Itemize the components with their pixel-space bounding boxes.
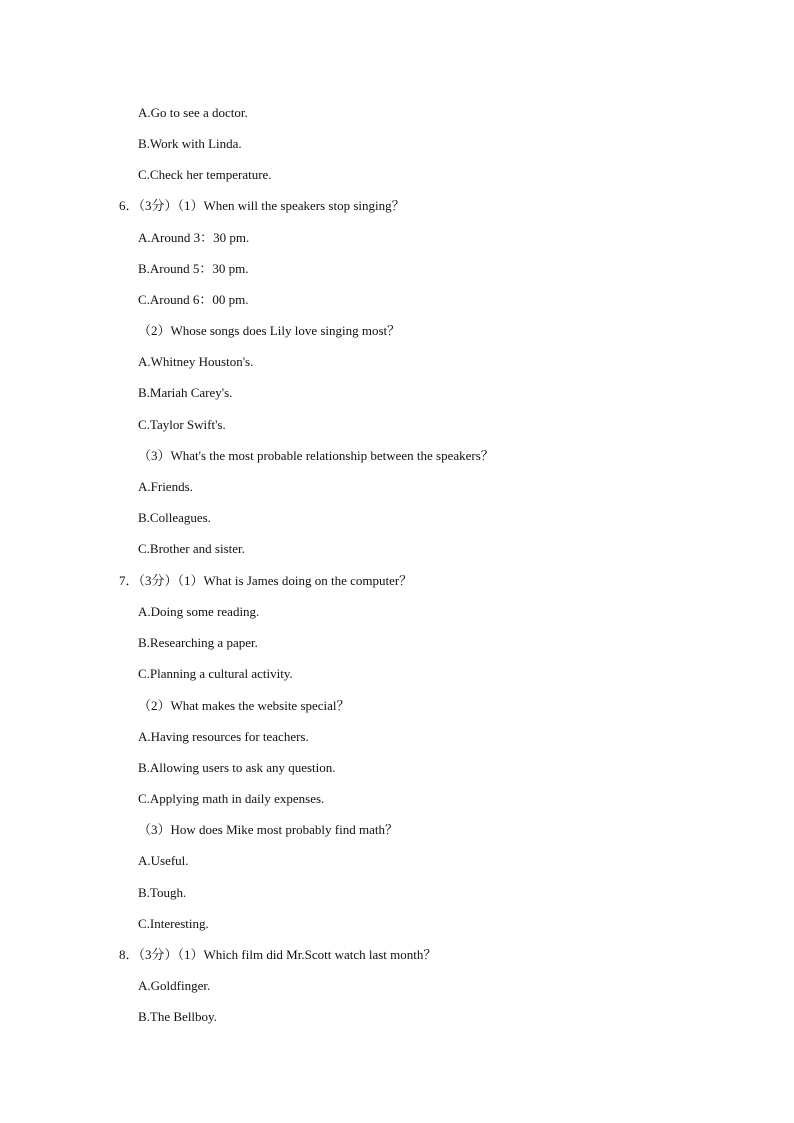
q6-p1-option-a: A.Around 3：30 pm. [138,230,250,245]
q8-p1-option-b: B.The Bellboy. [138,1009,217,1024]
q7-p2-option-a: A.Having resources for teachers. [138,729,309,744]
q7-p2-option-b: B.Allowing users to ask any question. [138,760,336,775]
q6-p2-option-a: A.Whitney Houston's. [138,354,254,369]
q6-p2-prompt: （2）Whose songs does Lily love singing most？ [138,323,401,338]
q6-p3-option-b: B.Colleagues. [138,510,211,525]
q7-p3-option-a: A.Useful. [138,853,189,868]
q7-p2-option-c: C.Applying math in daily expenses. [138,791,325,806]
q8-p1-option-a: A.Goldfinger. [138,978,211,993]
q5-option-a: A.Go to see a doctor. [138,105,248,120]
q5-option-b: B.Work with Linda. [138,136,242,151]
q6-p1-option-c: C.Around 6：00 pm. [138,292,249,307]
q6-header: 6．（3分）（1）When will the speakers stop singing？ [119,198,405,213]
q6-p3-option-c: C.Brother and sister. [138,541,245,556]
q7-p2-prompt: （2）What makes the website special？ [138,698,350,713]
q5-option-c: C.Check her temperature. [138,167,272,182]
q8-header: 8．（3分）（1）Which film did Mr.Scott watch last month？ [119,947,437,962]
q6-p3-option-a: A.Friends. [138,479,193,494]
q6-p3-prompt: （3）What's the most probable relationship between the speakers？ [138,448,494,463]
q7-p3-prompt: （3）How does Mike most probably find math？ [138,822,398,837]
q6-p1-option-b: B.Around 5：30 pm. [138,261,249,276]
q7-p1-option-c: C.Planning a cultural activity. [138,666,293,681]
q7-p3-option-b: B.Tough. [138,885,187,900]
q7-p1-option-b: B.Researching a paper. [138,635,258,650]
q7-header: 7．（3分）（1）What is James doing on the computer？ [119,573,413,588]
q7-p3-option-c: C.Interesting. [138,916,209,931]
q7-p1-option-a: A.Doing some reading. [138,604,260,619]
q6-p2-option-c: C.Taylor Swift's. [138,417,226,432]
q6-p2-option-b: B.Mariah Carey's. [138,385,233,400]
